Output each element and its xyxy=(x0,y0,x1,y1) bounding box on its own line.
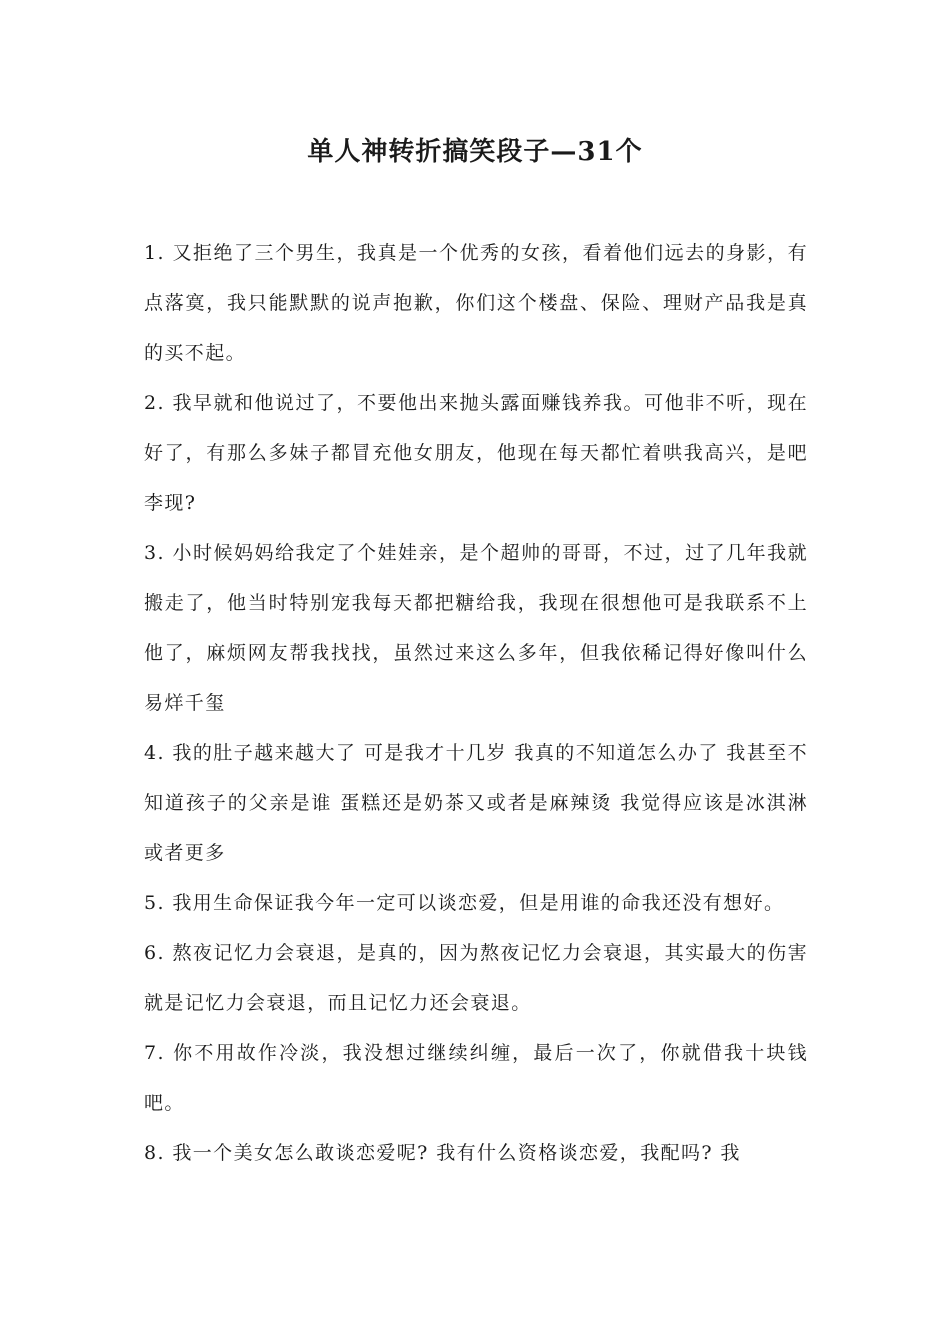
joke-paragraph-3: 3. 小时候妈妈给我定了个娃娃亲，是个超帅的哥哥，不过，过了几年我就搬走了，他当时特别宠我每天都把糖给我，我现在很想他可是我联系不上他了，麻烦网友帮我找找，虽然过来这么多年，但我依稀记得好像叫什么易烊千玺 xyxy=(144,542,808,714)
joke-paragraph-1: 1. 又拒绝了三个男生，我真是一个优秀的女孩，看着他们远去的身影，有点落寞，我只能默默的说声抱歉，你们这个楼盘、保险、理财产品我是真的买不起。 xyxy=(144,242,808,364)
joke-paragraph-4: 4. 我的肚子越来越大了 可是我才十几岁 我真的不知道怎么办了 我甚至不知道孩子的父亲是谁 蛋糕还是奶茶又或者是麻辣烫 我觉得应该是冰淇淋或者更多 xyxy=(144,742,808,864)
joke-paragraph-6: 6. 熬夜记忆力会衰退，是真的，因为熬夜记忆力会衰退，其实最大的伤害就是记忆力会衰退，而且记忆力还会衰退。 xyxy=(144,942,808,1014)
document-body xyxy=(144,228,808,1178)
joke-paragraph-7: 7. 你不用故作冷淡，我没想过继续纠缠，最后一次了，你就借我十块钱吧。 xyxy=(144,1042,808,1114)
joke-paragraph-5: 5. 我用生命保证我今年一定可以谈恋爱，但是用谁的命我还没有想好。 xyxy=(144,892,785,914)
document-title: 单人神转折搞笑段子—31个 xyxy=(307,137,643,167)
joke-paragraph-8: 8. 我一个美女怎么敢谈恋爱呢? 我有什么资格谈恋爱，我配吗? 我 xyxy=(144,1142,741,1164)
joke-paragraph-2: 2. 我早就和他说过了，不要他出来抛头露面赚钱养我。可他非不听，现在好了，有那么多妹子都冒充他女朋友，他现在每天都忙着哄我高兴，是吧李现? xyxy=(144,392,808,514)
